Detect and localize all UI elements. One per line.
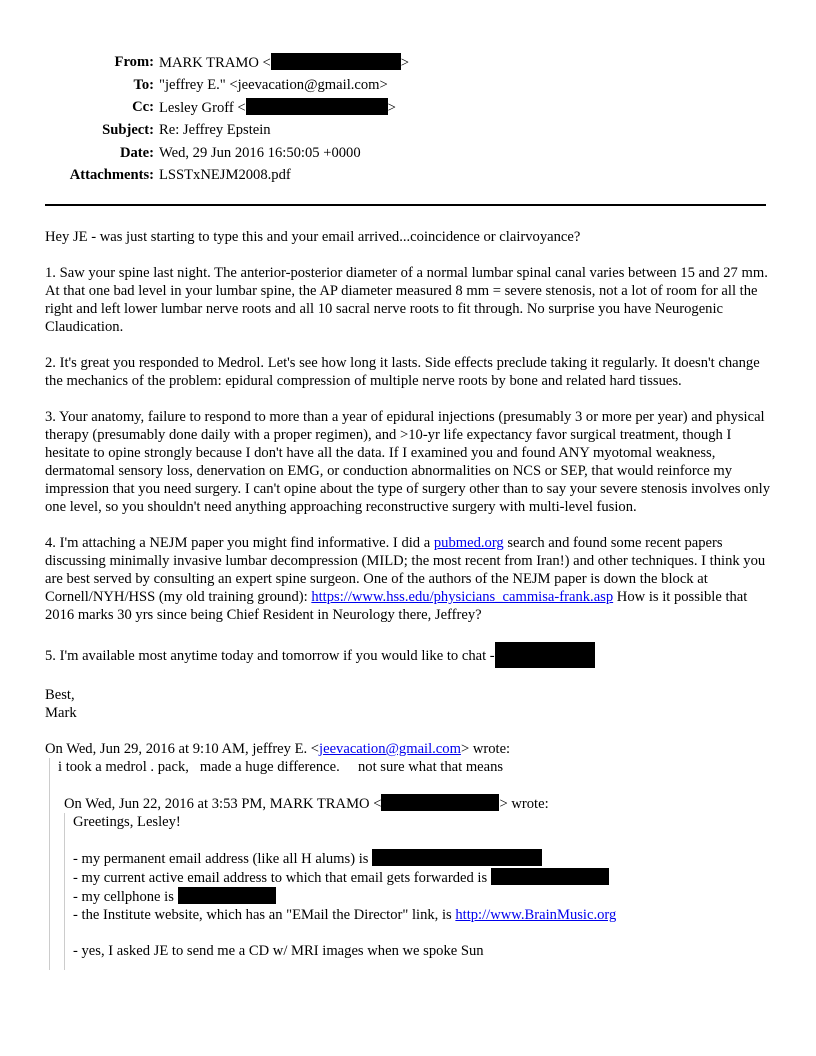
quote2-attribution-end: > wrote: bbox=[499, 796, 549, 812]
quote2-item-4 bbox=[73, 906, 770, 924]
quote2-item-1-text: - my permanent email address (like all H alums) is bbox=[73, 851, 373, 867]
brainmusic-link[interactable]: http://www.BrainMusic.org bbox=[455, 907, 617, 923]
attachments-label: Attachments: bbox=[69, 167, 154, 184]
cc-end: > bbox=[387, 100, 396, 117]
quote2-item-2-text: - my current active email address to which that email gets forwarded is bbox=[73, 870, 491, 886]
quoted-reply-1 bbox=[49, 758, 770, 970]
paragraph-1: 1. Saw your spine last night. The anterior-posterior diameter of a normal lumbar spinal canal varies between 15 and 27 mm. At that one bad level in your lumbar spine, the AP diameter measured 8 mm = severe stenosis, not a lot of room for all the right and left lower lumbar nerve roots and all 10 sacral nerve roots to fit through. No surprise you have Neurogenic Claudication. bbox=[45, 265, 768, 335]
paragraph-2: 2. It's great you responded to Medrol. Let's see how long it lasts. Side effects preclude taking it regularly. It doesn't change the mechanics of the problem: epidural compression of multiple nerve roots by bone and related hard tissues. bbox=[45, 355, 760, 389]
paragraph-3: 3. Your anatomy, failure to respond to more than a year of epidural injections (presumably 3 or more per year) and physical therapy (presumably done daily with a proper regimen), and >10-yr life expectancy favor surgical treatment, though I hesitate to opine strongly because I don't have all the data. If I examined you and found ANY myotomal weakness, dermatomal sensory loss, denervation on EMG, or conduction abnormalities on NCS or SEP, that would reinforce my impression that you need surgery. I can't opine about the type of surgery other than to say your severe stenosis involves only one level, so you shouldn't need anything approaching reconstructive surgery with multi-level fusion. bbox=[45, 409, 770, 515]
date-value: Wed, 29 Jun 2016 16:50:05 +0000 bbox=[159, 144, 361, 161]
header-divider bbox=[45, 204, 766, 206]
cc-value bbox=[159, 98, 409, 121]
attachments-row bbox=[30, 166, 409, 189]
intro-paragraph: Hey JE - was just starting to type this and your email arrived...coincidence or clairvoyance? bbox=[45, 229, 581, 245]
email-body bbox=[45, 228, 770, 970]
redaction-block bbox=[178, 887, 276, 904]
from-name: MARK TRAMO < bbox=[159, 55, 271, 71]
quote2-item-2 bbox=[73, 868, 770, 887]
paragraph-4-text-a: 4. I'm attaching a NEJM paper you might find informative. I did a bbox=[45, 535, 434, 551]
cc-name: Lesley Groff < bbox=[159, 100, 246, 117]
paragraph-4-text-c: How is it possible that 2016 marks 30 yrs since being Chief Resident in Neurology there, Jeffrey? bbox=[45, 589, 748, 623]
from-end: > bbox=[400, 55, 409, 71]
quote2-item-3 bbox=[73, 887, 770, 906]
subject-label: Subject: bbox=[102, 122, 154, 139]
signature-closing: Best, bbox=[45, 687, 75, 703]
jeevacation-link[interactable]: jeevacation@gmail.com bbox=[319, 741, 461, 757]
redaction-block bbox=[246, 98, 388, 115]
cc-row bbox=[30, 98, 409, 121]
from-row bbox=[30, 53, 409, 76]
pubmed-link[interactable]: pubmed.org bbox=[433, 535, 504, 551]
quote1-attribution-end: > wrote: bbox=[460, 741, 511, 757]
paragraph-5-text: 5. I'm available most anytime today and tomorrow if you would like to chat - bbox=[45, 648, 495, 664]
redaction-block bbox=[495, 642, 595, 668]
subject-value: Re: Jeffrey Epstein bbox=[159, 122, 271, 139]
to-row bbox=[30, 76, 409, 99]
quote2-item-5: - yes, I asked JE to send me a CD w/ MRI images when we spoke Sun bbox=[73, 943, 484, 959]
redaction-block bbox=[381, 794, 499, 811]
from-value bbox=[159, 53, 409, 76]
to-value: "jeffrey E." <jeevacation@gmail.com> bbox=[159, 76, 388, 93]
paragraph-5 bbox=[45, 642, 770, 668]
email-header bbox=[30, 53, 409, 189]
to-label: To: bbox=[133, 76, 154, 93]
subject-row bbox=[30, 121, 409, 144]
redaction-block bbox=[271, 53, 401, 70]
quote1-attribution bbox=[45, 740, 770, 758]
signature-name: Mark bbox=[45, 705, 77, 721]
hss-link[interactable]: https://www.hss.edu/physicians_cammisa-frank.asp bbox=[311, 589, 614, 605]
quote2-item-1 bbox=[73, 849, 770, 868]
quote1-attribution-text: On Wed, Jun 29, 2016 at 9:10 AM, jeffrey E. < bbox=[45, 741, 320, 757]
quote2-greeting: Greetings, Lesley! bbox=[73, 814, 181, 830]
cc-label: Cc: bbox=[132, 99, 154, 116]
quote2-item-3-text: - my cellphone is bbox=[73, 889, 178, 905]
quote2-attribution bbox=[64, 794, 770, 813]
paragraph-4-text-b: search and found some recent papers discussing minimally invasive lumbar decompression (MILD; the most recent from Iran!) and other techniques. I think you are best served by consulting an expert spine surgeon. One of the authors of the NEJM paper is down the block at Cornell/NYH/HSS (my old training ground): bbox=[45, 535, 766, 605]
date-label: Date: bbox=[119, 144, 154, 161]
redaction-block bbox=[491, 868, 609, 885]
paragraph-4 bbox=[45, 534, 770, 624]
from-label: From: bbox=[114, 54, 154, 70]
redaction-block bbox=[372, 849, 542, 866]
quoted-reply-2 bbox=[64, 813, 770, 970]
date-row bbox=[30, 144, 409, 167]
signature bbox=[45, 686, 770, 722]
quote2-item-4-text: - the Institute website, which has an "EMail the Director" link, is bbox=[73, 907, 456, 923]
attachment-file[interactable]: LSSTxNEJM2008.pdf bbox=[159, 167, 291, 184]
quote1-text: i took a medrol . pack, made a huge difference. not sure what that means bbox=[58, 759, 504, 775]
quote2-attribution-text: On Wed, Jun 22, 2016 at 3:53 PM, MARK TRAMO < bbox=[64, 796, 382, 812]
